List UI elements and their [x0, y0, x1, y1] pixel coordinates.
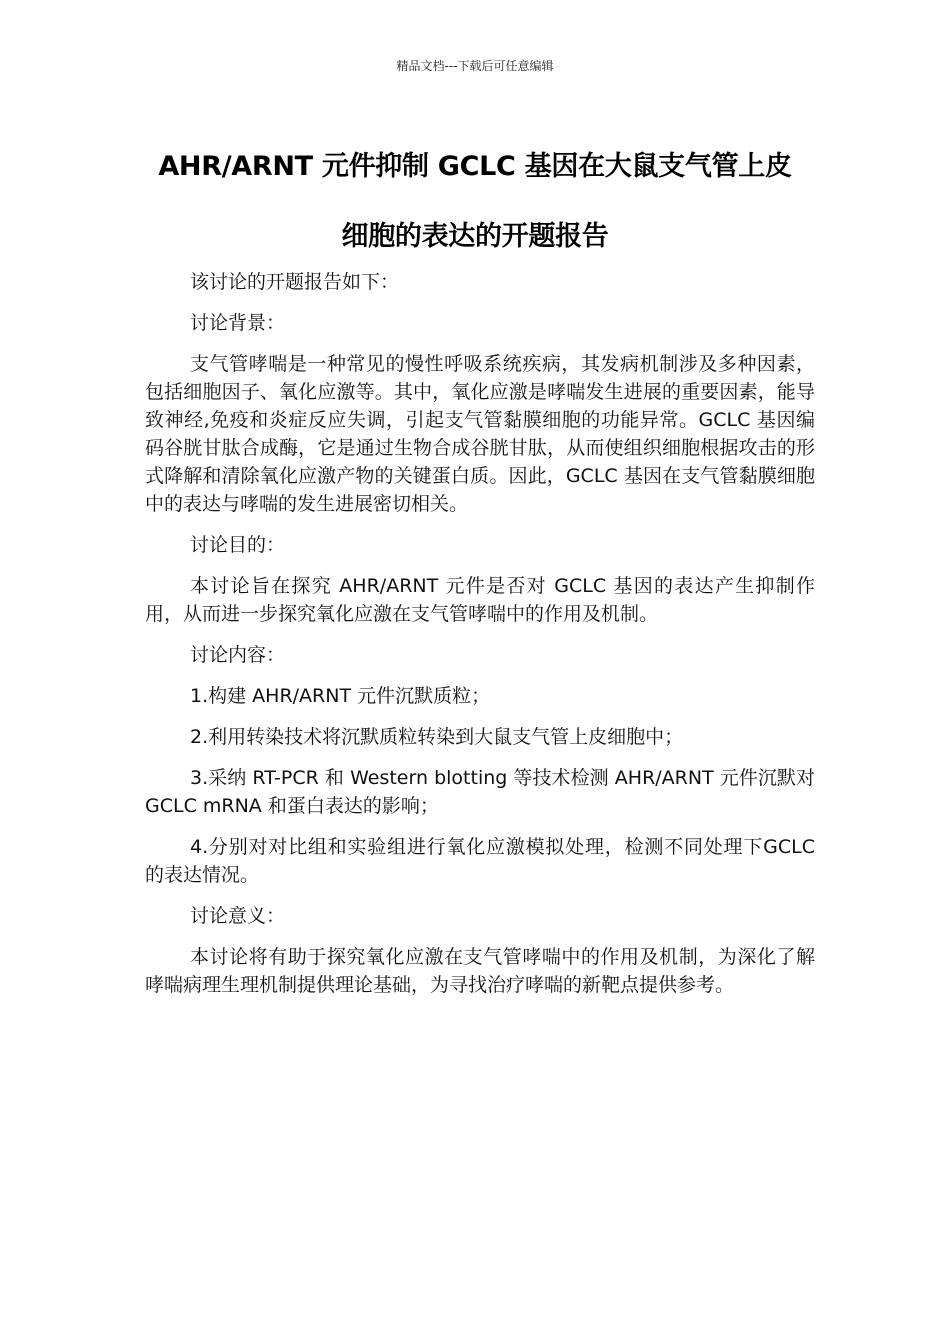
content-item-4: 4.分别对对比组和实验组进行氧化应激模拟处理，检测不同处理下GCLC 的表达情况。	[145, 836, 815, 886]
section-heading-significance: 讨论意义：	[190, 905, 286, 927]
purpose-paragraph: 本讨论旨在探究 AHR/ARNT 元件是否对 GCLC 基因的表达产生抑制作用，从而进一步探究氧化应激在支气管哮喘中的作用及机制。	[145, 575, 815, 625]
title-line-1: AHR/ARNT 元件抑制 GCLC 基因在大鼠支气管上皮	[158, 151, 792, 182]
content-item-1: 1.构建 AHR/ARNT 元件沉默质粒；	[190, 685, 491, 707]
background-paragraph: 支气管哮喘是一种常见的慢性呼吸系统疾病，其发病机制涉及多种因素，包括细胞因子、氧化应激等。其中，氧化应激是哮喘发生进展的重要因素，能导致神经,免疫和炎症反应失调，引起支气管黏膜细胞的功能异常。GCLC 基因编码谷胱甘肽合成酶，它是通过生物合成谷胱甘肽，从而使组织细胞根据攻击的形式降解和清除氧化应激产物的关键蛋白质。因此，GCLC 基因在支气管黏膜细胞中的表达与哮喘的发生进展密切相关。	[145, 353, 815, 515]
title-line-2: 细胞的表达的开题报告	[341, 221, 609, 252]
header-note: 精品文档---下载后可任意编辑	[396, 59, 554, 73]
significance-paragraph: 本讨论将有助于探究氧化应激在支气管哮喘中的作用及机制，为深化了解哮喘病理生理机制提供理论基础，为寻找治疗哮喘的新靶点提供参考。	[145, 946, 815, 996]
content-item-2: 2.利用转染技术将沉默质粒转染到大鼠支气管上皮细胞中；	[190, 726, 684, 748]
intro-paragraph: 该讨论的开题报告如下：	[190, 271, 400, 293]
section-heading-content: 讨论内容：	[190, 644, 286, 666]
section-heading-background: 讨论背景：	[190, 312, 286, 334]
section-heading-purpose: 讨论目的：	[190, 534, 286, 556]
document-body	[145, 268, 815, 1012]
document-title	[120, 132, 830, 272]
content-item-3: 3.采纳 RT-PCR 和 Western blotting 等技术检测 AHR/ARNT 元件沉默对 GCLC mRNA 和蛋白表达的影响；	[145, 767, 815, 817]
